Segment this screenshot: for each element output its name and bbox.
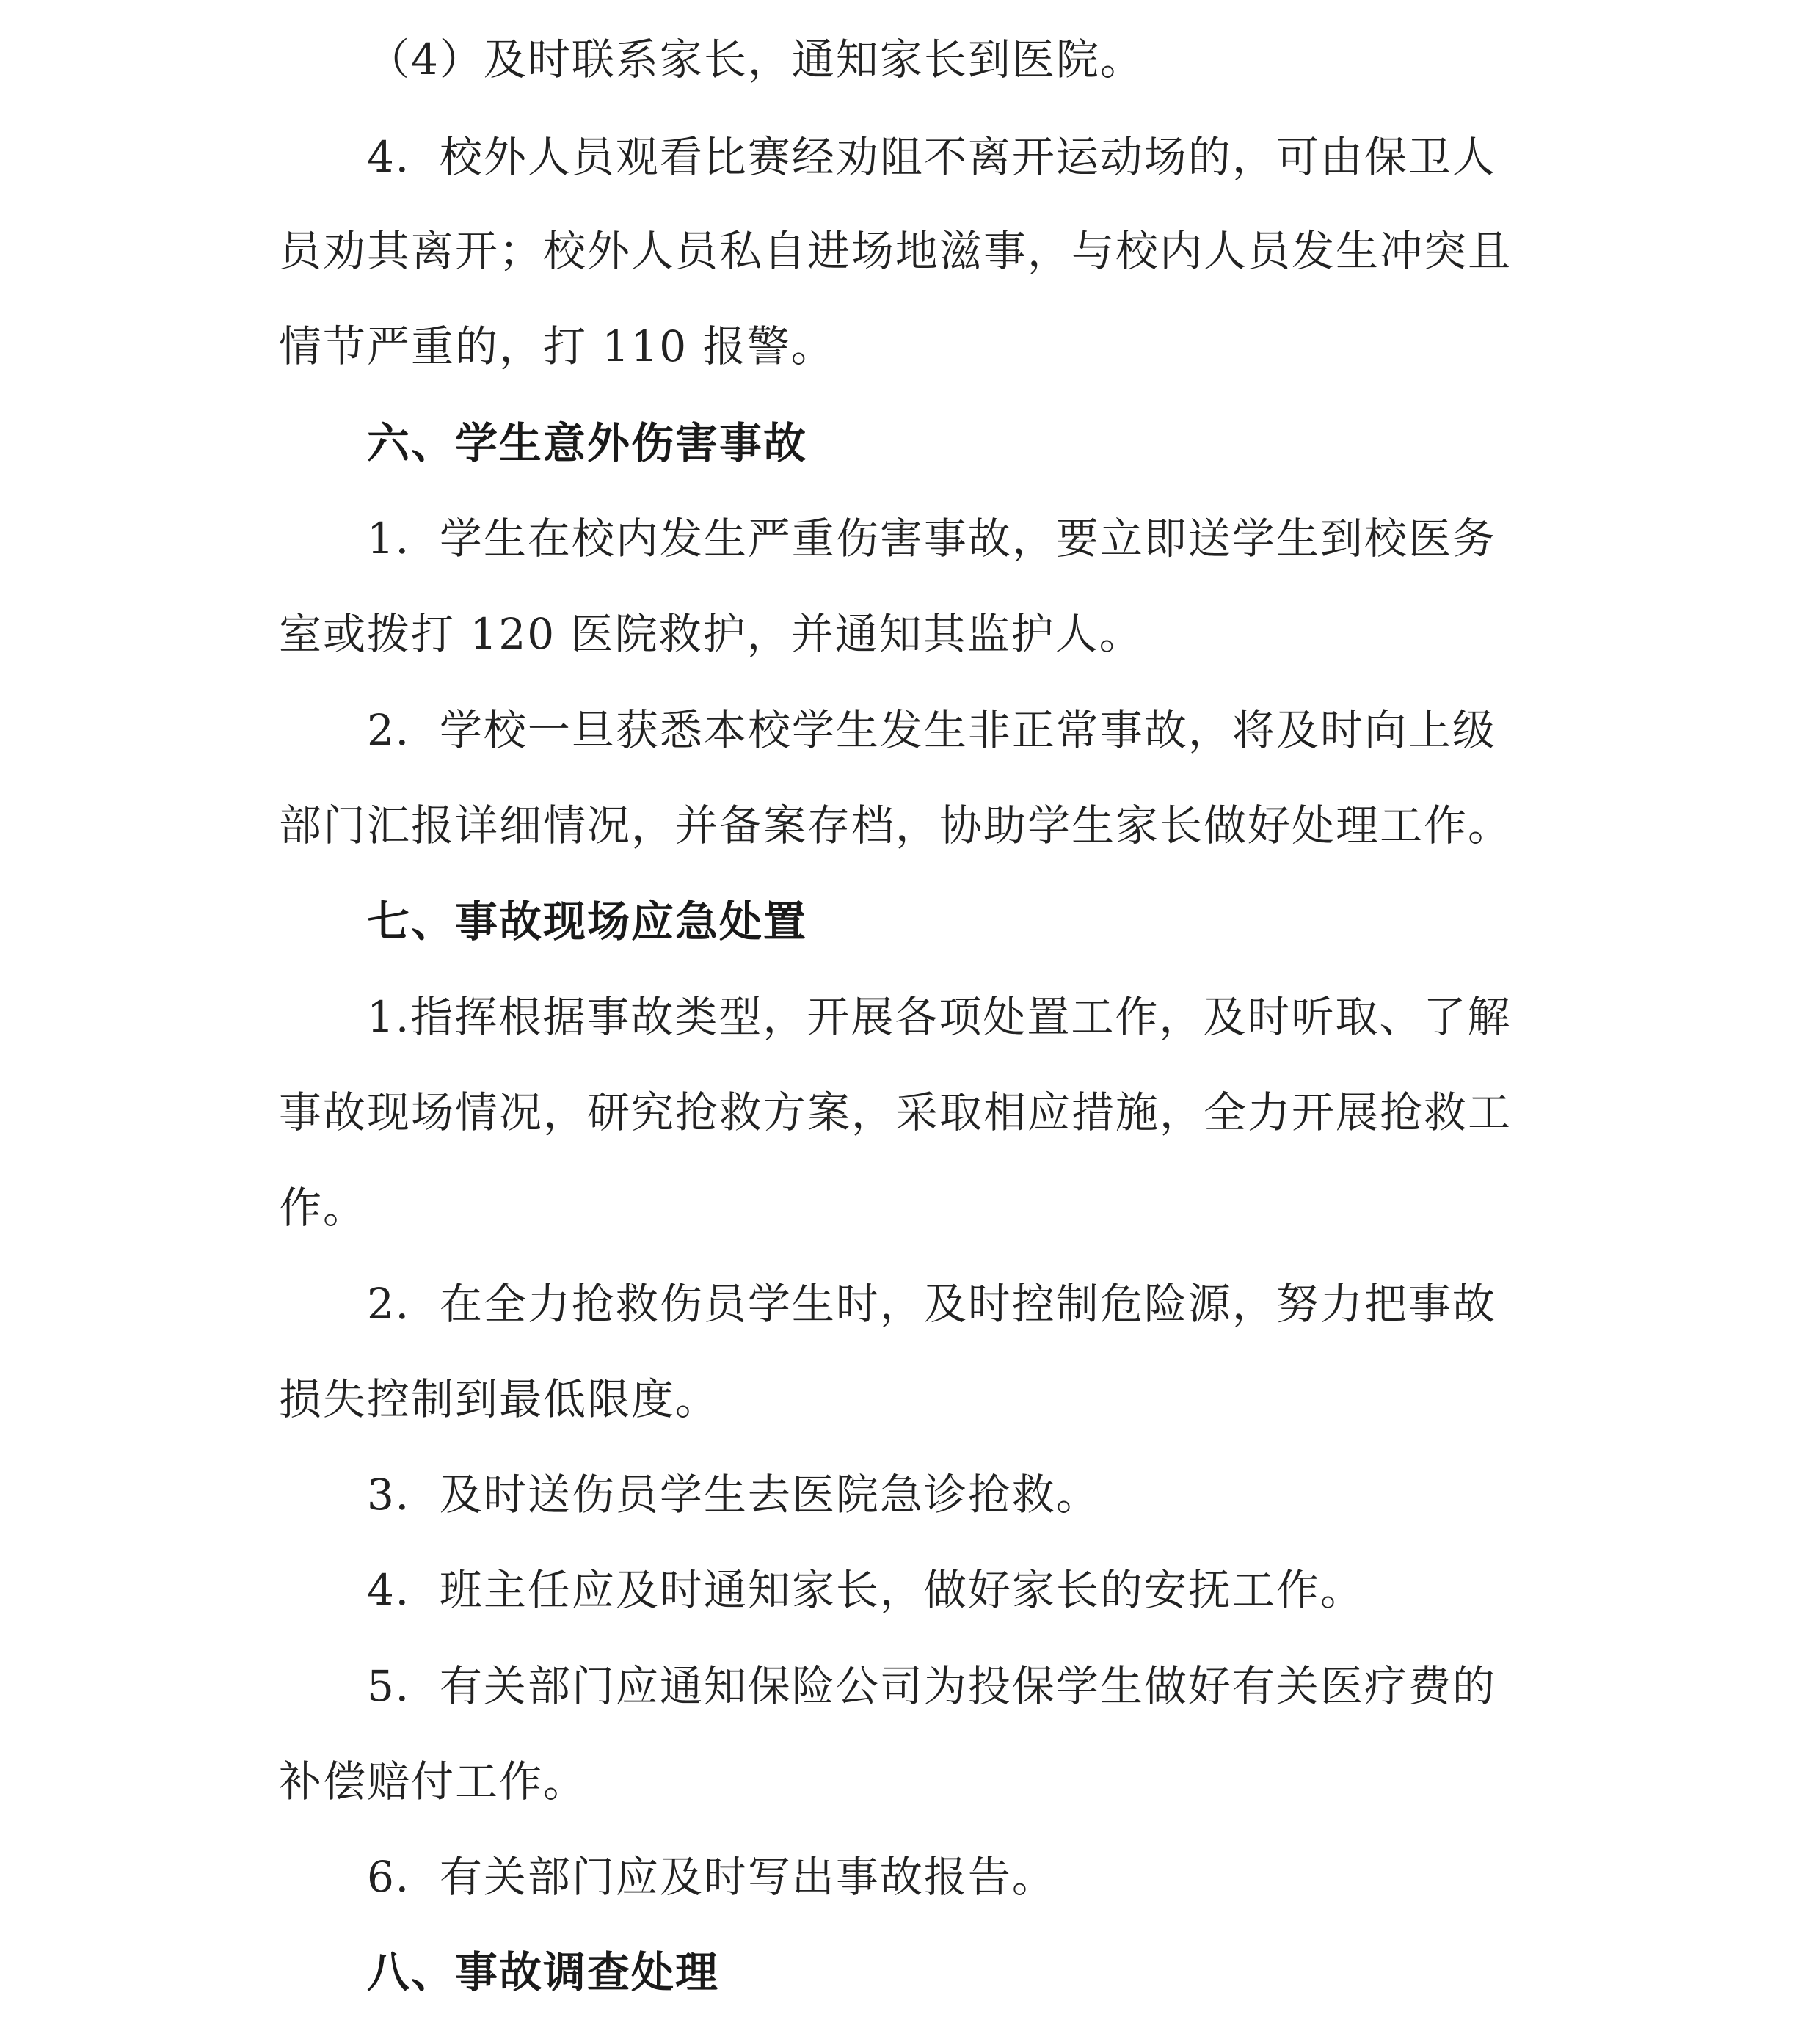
paragraph-line: 部门汇报详细情况，并备案存档，协助学生家长做好处理工作。 (279, 800, 1513, 850)
paragraph-line: 4．班主任应及时通知家长，做好家长的安抚工作。 (367, 1565, 1364, 1615)
paragraph-line: 室或拨打 120 医院救护，并通知其监护人。 (279, 609, 1143, 659)
paragraph-line: 损失控制到最低限度。 (279, 1374, 720, 1424)
paragraph-line: 1.指挥根据事故类型，开展各项处置工作，及时听取、了解 (367, 992, 1512, 1042)
paragraph-line: 2．在全力抢救伤员学生时，及时控制危险源，努力把事故 (367, 1279, 1496, 1329)
paragraph-line: 补偿赔付工作。 (279, 1757, 588, 1806)
paragraph-line: 2．学校一旦获悉本校学生发生非正常事故，将及时向上级 (367, 705, 1496, 755)
paragraph-line: 作。 (279, 1183, 368, 1233)
section-heading: 六、学生意外伤害事故 (367, 418, 808, 468)
paragraph-line: 1．学生在校内发生严重伤害事故，要立即送学生到校医务 (367, 514, 1496, 563)
paragraph-line: 5．有关部门应通知保险公司为投保学生做好有关医疗费的 (367, 1661, 1496, 1711)
paragraph-line: 6．有关部门应及时写出事故报告。 (367, 1852, 1056, 1902)
paragraph-line: 员劝其离开；校外人员私自进场地滋事，与校内人员发生冲突且 (279, 226, 1513, 276)
paragraph-line: 事故现场情况，研究抢救方案，采取相应措施，全力开展抢救工 (279, 1087, 1513, 1137)
paragraph-line: 3．及时送伤员学生去医院急诊抢救。 (367, 1470, 1100, 1520)
paragraph-line: （4）及时联系家长，通知家长到医院。 (367, 34, 1144, 84)
section-heading: 八、事故调查处理 (367, 1947, 720, 1997)
paragraph-line: 情节严重的，打 110 报警。 (279, 321, 835, 371)
paragraph-line: 4．校外人员观看比赛经劝阻不离开运动场的，可由保卫人 (367, 132, 1496, 182)
section-heading: 七、事故现场应急处置 (367, 897, 808, 947)
